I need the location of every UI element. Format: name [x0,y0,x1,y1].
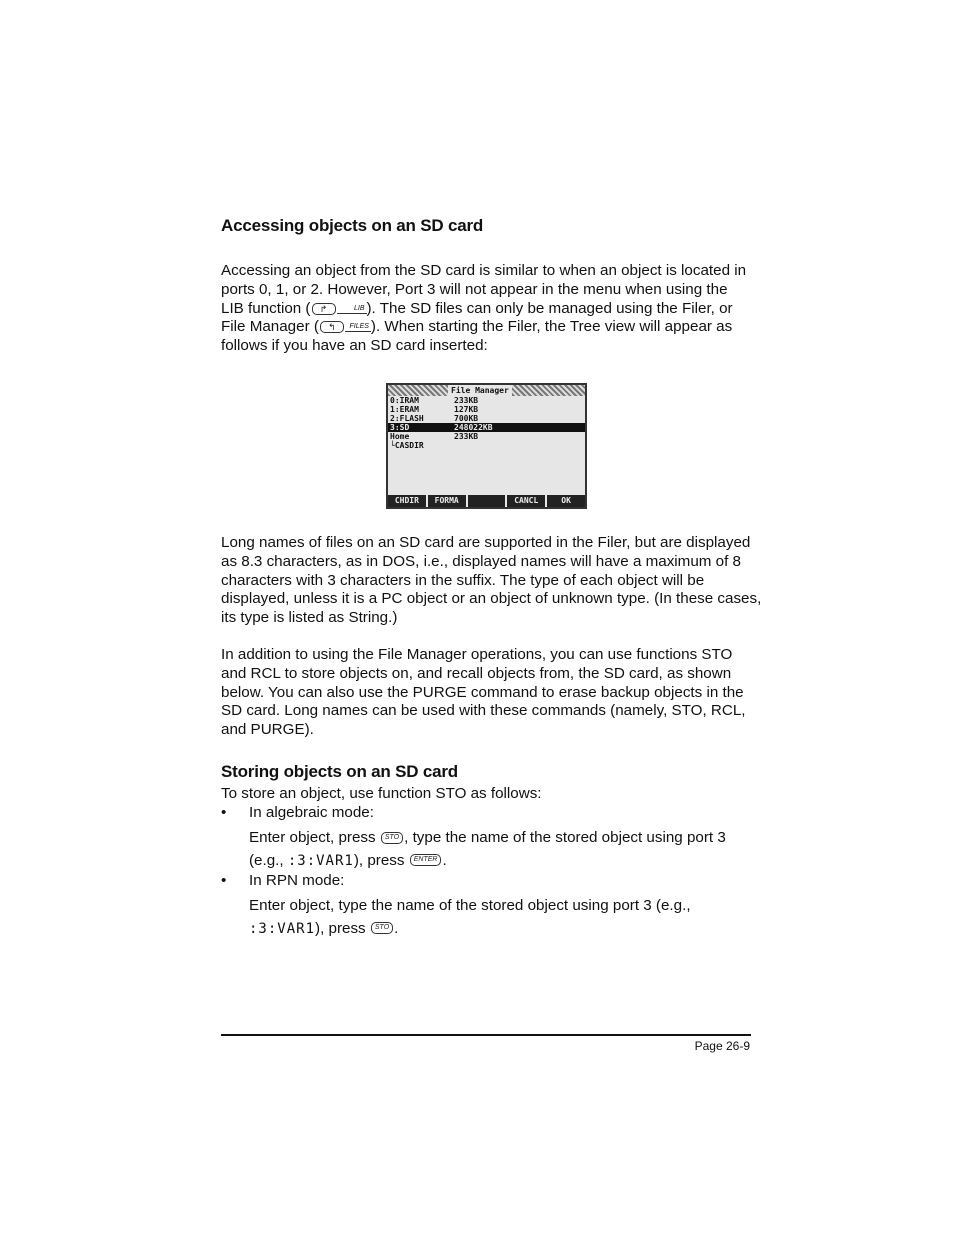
calc-code: :3:VAR1 [249,920,316,937]
paragraph-long-names [221,534,762,628]
port-row [388,414,585,423]
screen-title: File Manager [448,385,512,396]
text-span: Enter object, press [249,829,380,846]
text-span: , type the name of the stored object using port 3 [404,829,726,846]
softkey-chdir: CHDIR [388,495,426,507]
softkey-cancl: CANCL [507,495,545,507]
text-line: follows if you have an SD card inserted: [221,337,488,355]
bullet-text: In RPN mode: [249,872,345,889]
port-row [388,405,585,414]
text-span: . [394,919,399,937]
port-size: 233KB [454,432,479,441]
bullet-icon: • [221,804,227,821]
softkey-forma: FORMA [428,495,466,507]
port-name: 0:IRAM [390,396,419,405]
text-span: ), press [353,851,409,869]
port-row [388,432,585,441]
text-line: displayed, unless it is a PC object or an object of unknown type. (In these cases, [221,590,762,608]
text-line [221,300,753,319]
text-line: To store an object, use function STO as follows: [221,785,542,802]
text-span: File Manager ( [221,318,319,336]
text-span: ). When starting the Filer, the Tree view will appear as [370,318,733,336]
text-line: as 8.3 characters, as in DOS, i.e., displayed names will have a maximum of 8 [221,552,741,570]
text-line: and RCL to store objects on, and recall objects from, the SD card, as shown [221,664,732,682]
calculator-screen-file-manager [386,383,587,509]
port-size: 233KB [454,396,479,405]
section-heading-storing: Storing objects on an SD card [221,762,458,781]
screen-title-bar [388,385,585,396]
text-span: ). The SD files can only be managed using the Filer, or [366,299,733,317]
text-line [249,918,691,941]
port-size: 700KB [454,414,479,423]
text-line: Accessing an object from the SD card is similar to when an object is located in [221,262,747,279]
text-line: Enter object, type the name of the stored object using port 3 (e.g., [249,897,691,914]
rpn-instructions [249,895,691,940]
text-span: (e.g., [249,851,288,869]
port-row [388,441,585,450]
port-size: 127KB [454,405,479,414]
port-name: 1:ERAM [390,405,419,414]
port-name: Home [390,432,410,441]
bullet-text: In algebraic mode: [249,804,374,821]
bullet-algebraic [221,804,374,822]
port-name: 3:SD [390,423,410,432]
paragraph-sto-rcl [221,646,753,740]
port-row [388,396,585,405]
text-line [249,827,726,850]
files-key-label: FILES [345,322,371,332]
text-line: characters with 3 characters in the suffix. The type of each object will be [221,571,705,589]
text-line [221,318,753,337]
port-size: 248022KB [454,423,493,432]
text-span: . [442,851,447,869]
softkey-ok: OK [547,495,585,507]
text-line: Long names of files on an SD card are supported in the Filer, but are displayed [221,534,751,551]
text-line: SD card. Long names can be used with these commands (namely, STO, RCL, [221,702,746,720]
sto-key-icon: STO [371,922,393,934]
right-shift-key-icon: ↱ [312,303,336,315]
section-heading-accessing: Accessing objects on an SD card [221,216,484,235]
text-line: and PURGE). [221,721,314,739]
bullet-icon: • [221,872,227,889]
left-shift-key-icon: ↰ [320,321,344,333]
calc-code: :3:VAR1 [287,852,354,869]
bullet-rpn [221,872,344,890]
port-name: └CASDIR [390,441,424,450]
softkey-menu [388,495,585,507]
text-line: In addition to using the File Manager operations, you can use functions STO [221,646,733,663]
text-span: LIB function ( [221,299,311,317]
text-line: below. You can also use the PURGE command to erase backup objects in the [221,683,744,701]
lib-key-label: LIB [337,304,367,314]
enter-key-icon: ENTER [410,854,442,866]
algebraic-instructions [249,827,726,872]
storing-intro [221,785,753,804]
text-span: ), press [315,919,370,937]
paragraph-accessing [221,262,753,356]
port-row-selected [388,423,585,432]
port-name: 2:FLASH [390,414,424,423]
text-line: its type is listed as String.) [221,609,398,627]
text-line: ports 0, 1, or 2. However, Port 3 will not appear in the menu when using the [221,280,728,298]
text-line [249,850,726,873]
sto-key-icon: STO [381,832,403,844]
softkey-blank [468,495,506,507]
footer-rule [221,1034,751,1036]
page-number: Page 26-9 [694,1039,750,1053]
